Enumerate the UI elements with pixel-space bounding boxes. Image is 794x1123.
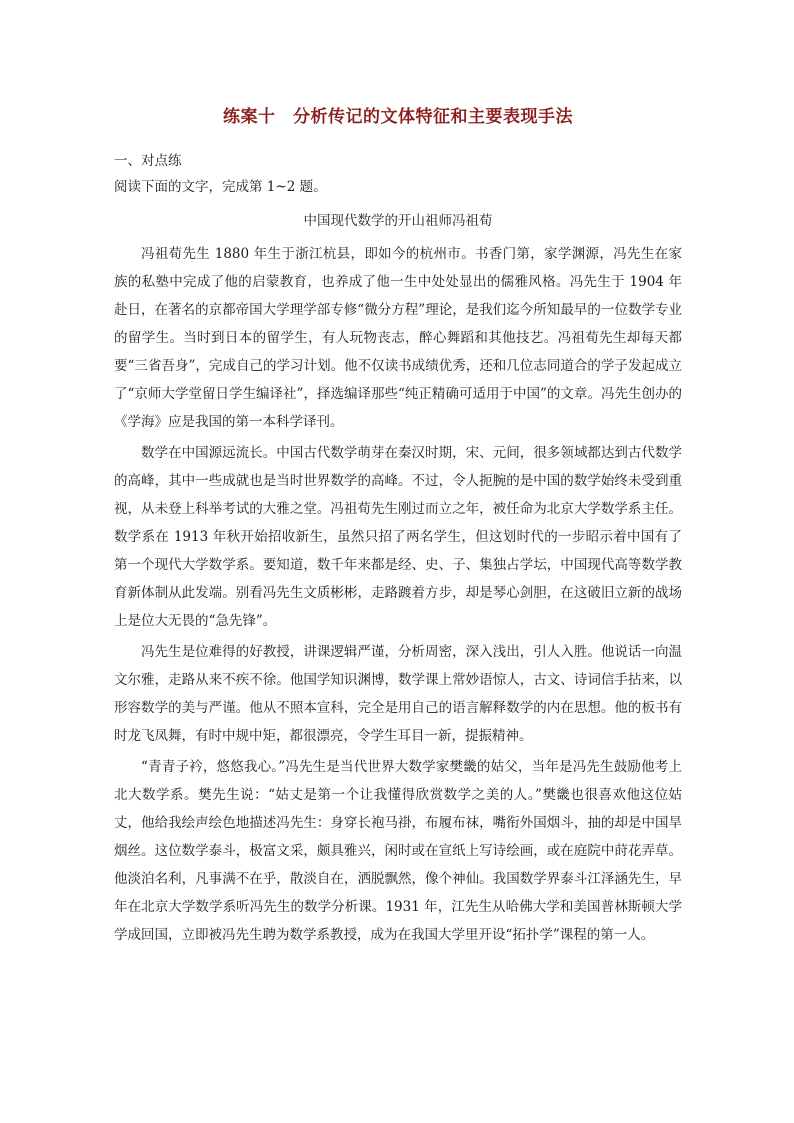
article-title: 中国现代数学的开山祖师冯祖荀 <box>303 213 493 229</box>
page-title: 练案十 分析传记的文体特征和主要表现手法 <box>223 107 573 127</box>
paragraph: 冯先生是位难得的好教授，讲课逻辑严谨，分析周密，深入浅出，引人入胜。他说话一向温文尔雅，走路从来不疾不徐。他国学知识渊博，数学课上常妙语惊人，古文、诗词信手拈来，以形容数学的美与严谨。他从不照本宣科，完全是用自己的语言解释数学的内在思想。他的板书有时龙飞凤舞，有时中规中矩，都很漂亮，令学生耳目一新，提振精神。 <box>114 644 682 744</box>
paragraph: 数学在中国源远流长。中国古代数学萌芽在秦汉时期，宋、元间，很多领域都达到古代数学的高峰，其中一些成就也是当时世界数学的高峰。不过，令人扼腕的是中国的数学始终未受到重视，从未登上科举考试的大雅之堂。冯祖荀先生刚过而立之年，被任命为北京大学数学系主任。数学系在 1913 年秋开始招收新生，虽然只招了两名学生，但这划时代的一步昭示着中国有了第一个现代大学数学系。要知道，数千年来都是经、史、子、集独占学坛，中国现代高等数学教育新体制从此发端。别看冯先生文质彬彬，走路踱着方步，却是琴心剑胆，在这破旧立新的战场上是位大无畏的“急先锋”。 <box>114 445 682 629</box>
instruction-text: 阅读下面的文字，完成第 1~2 题。 <box>114 179 327 195</box>
section-heading: 一、对点练 <box>114 153 182 169</box>
paragraph: “青青子衿，悠悠我心。”冯先生是当代世界大数学家樊畿的姑父，当年是冯先生鼓励他考上北大数学系。樊先生说：“姑丈是第一个让我懂得欣赏数学之美的人。”樊畿也很喜欢他这位姑丈，他给我绘声绘色地描述冯先生：身穿长袍马褂，布履布袜，嘴衔外国烟斗，抽的却是中国旱烟丝。这位数学泰斗，极富文采，颇具雅兴，闲时或在宣纸上写诗绘画，或在庭院中莳花弄草。他淡泊名利，凡事满不在乎，散淡自在，洒脱飘然，像个神仙。我国数学界泰斗江泽涵先生，早年在北京大学数学系听冯先生的数学分析课。1931 年，江先生从哈佛大学和美国普林斯顿大学学成回国，立即被冯先生聘为数学系教授，成为在我国大学里开设“拓扑学”课程的第一人。 <box>114 759 682 943</box>
document-content <box>114 104 682 952</box>
paragraph: 冯祖荀先生 1880 年生于浙江杭县，即如今的杭州市。书香门第，家学渊源，冯先生在家族的私塾中完成了他的启蒙教育，也养成了他一生中处处显出的儒雅风格。冯先生于 1904 年赴日，在著名的京都帝国大学理学部专修“微分方程”理论，是我们迄今所知最早的一位数学专业的留学生。当时到日本的留学生，有人玩物丧志，醉心舞蹈和其他技艺。冯祖荀先生却每天都要“三省吾身”，完成自己的学习计划。他不仅读书成绩优秀，还和几位志同道合的学子发起成立了“京师大学堂留日学生编译社”，择选编译那些“纯正精确可适用于中国”的文章。冯先生创办的《学海》应是我国的第一本科学译刊。 <box>114 246 682 430</box>
